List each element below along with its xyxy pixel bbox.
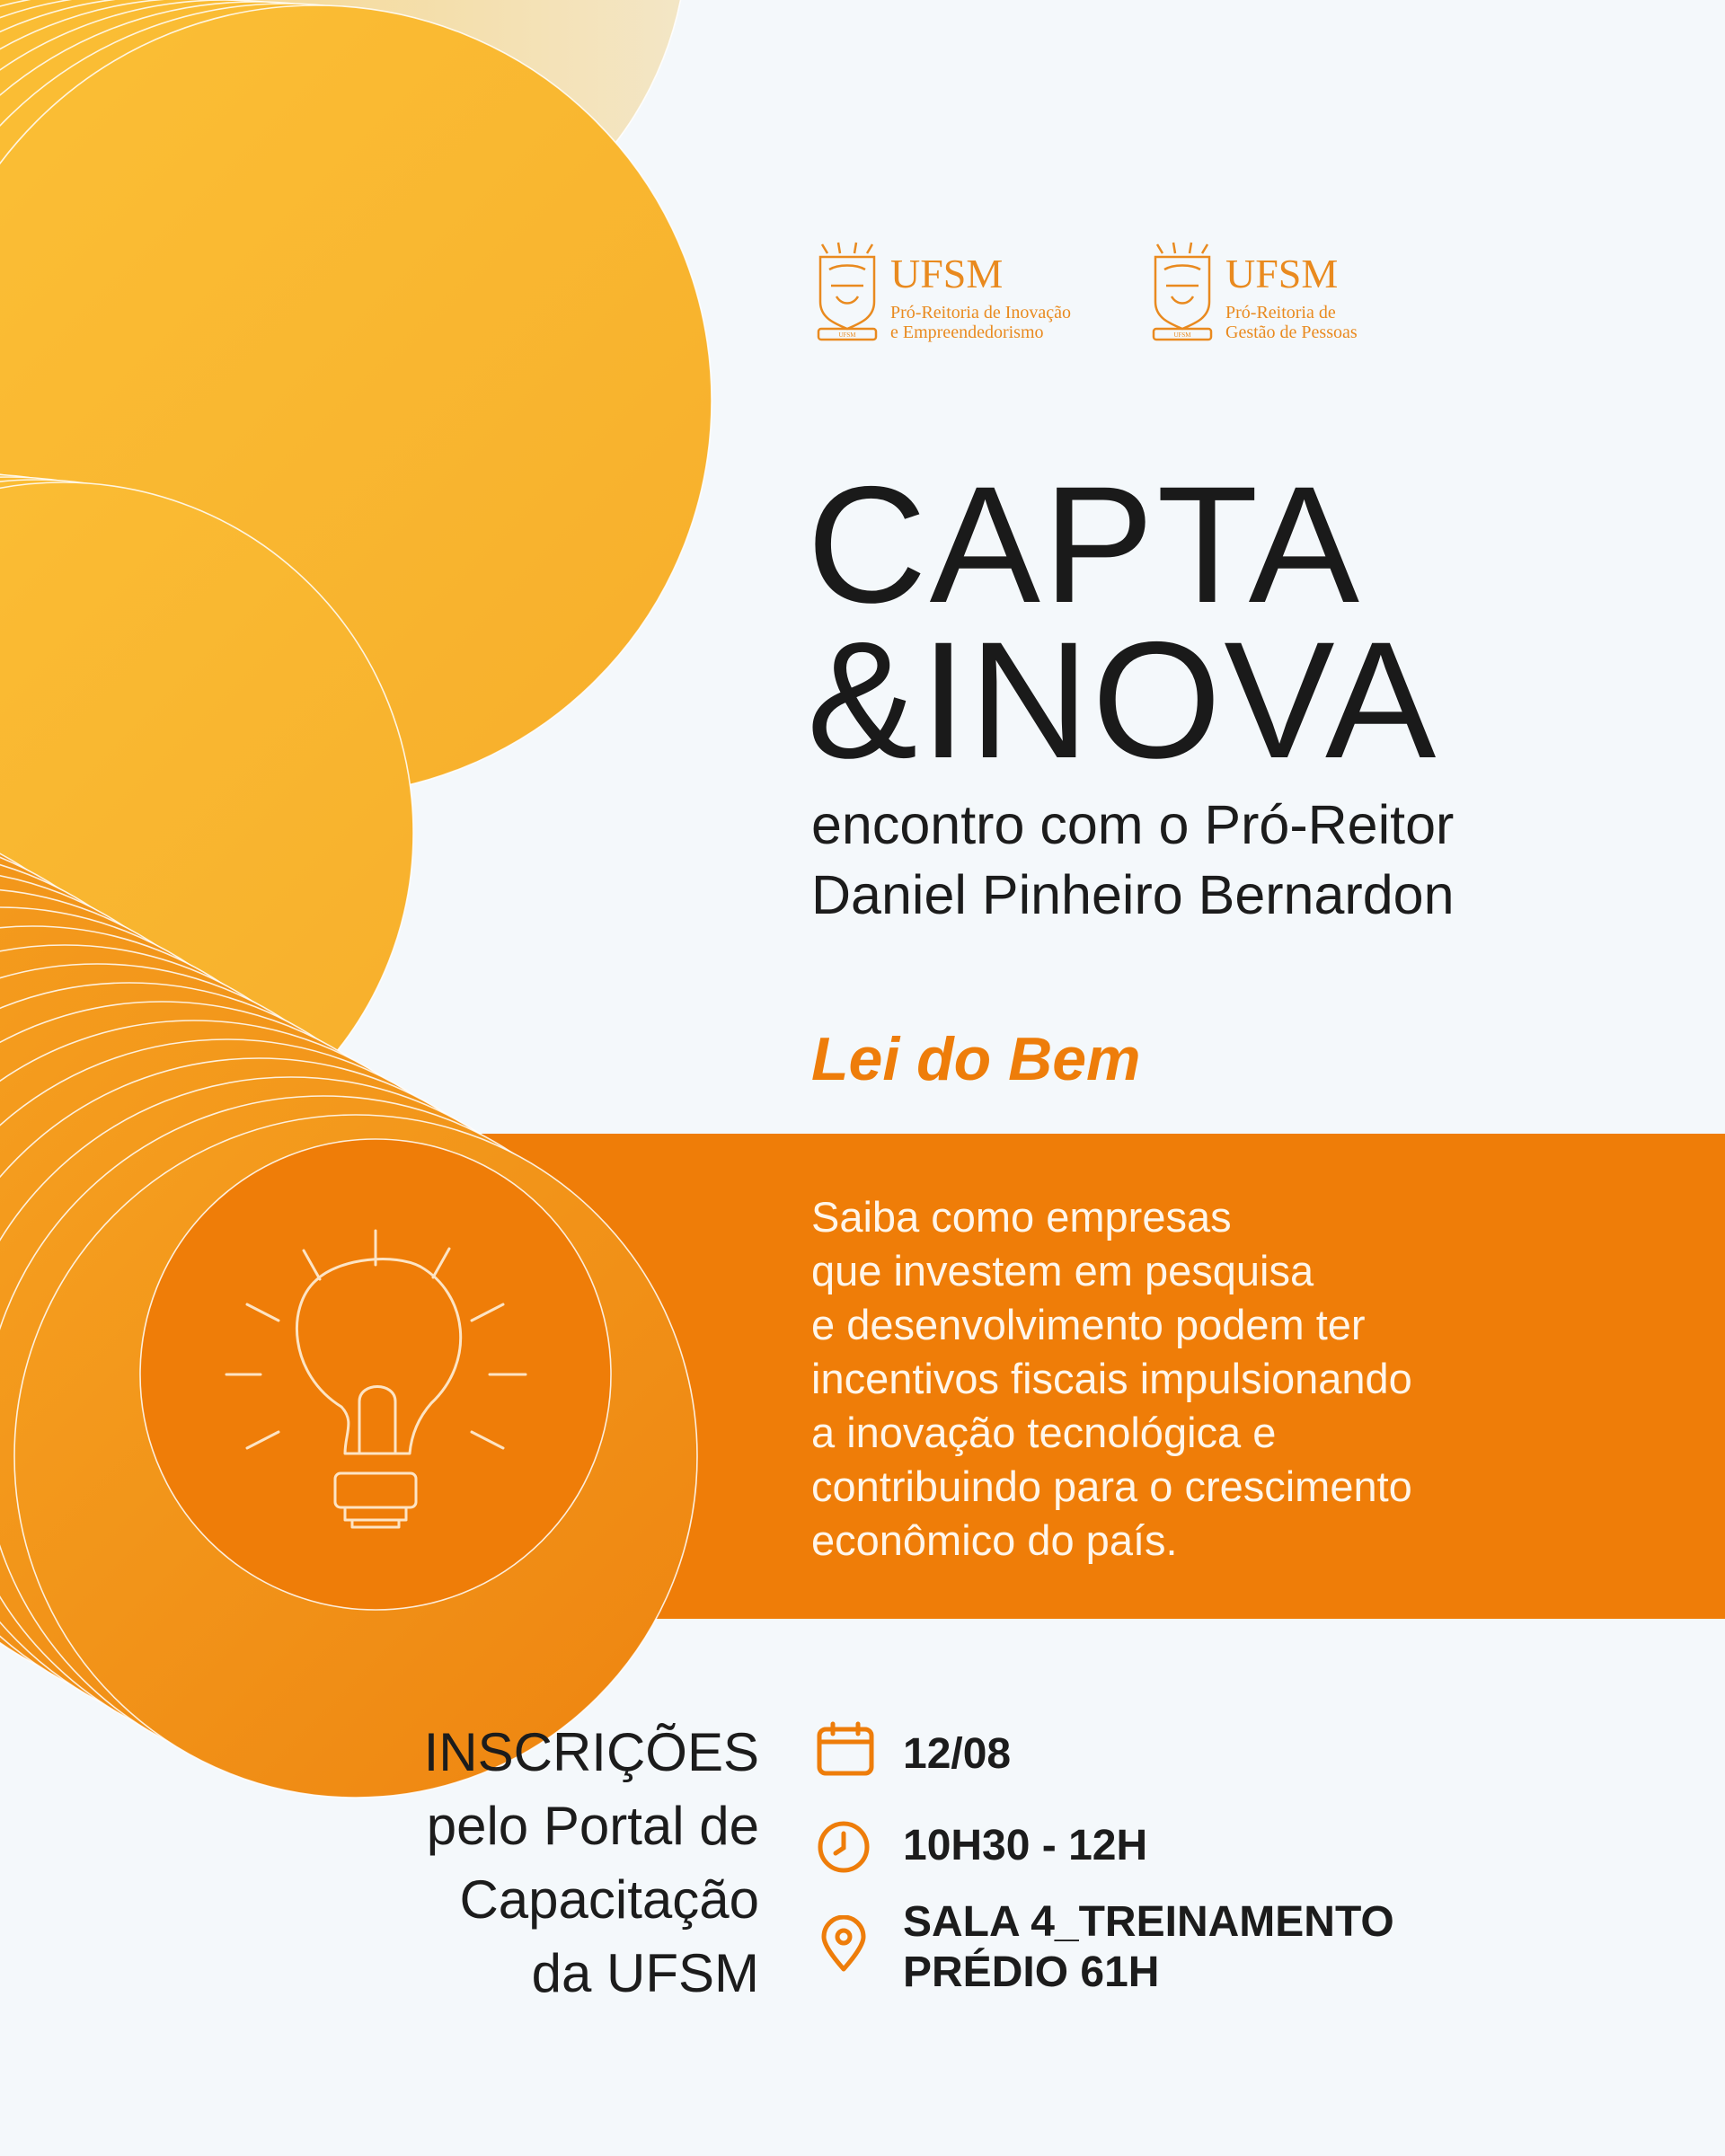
subtitle-line1: encontro com o Pró-Reitor — [811, 794, 1455, 855]
logo-name: UFSM — [890, 251, 1004, 296]
svg-text:UFSM: UFSM — [1173, 331, 1191, 339]
logo-name: UFSM — [1225, 251, 1339, 296]
registration-info: INSCRIÇÕES pelo Portal de Capacitação da UFSM — [423, 1722, 759, 2003]
event-description: Saiba como empresas que investem em pesquisa e desenvolvimento podem ter incentivos fiscais impulsionando a inovação tecnológica e contribuindo para o crescimento econômico do país. — [811, 1193, 1412, 1564]
event-theme: Lei do Bem — [811, 1025, 1141, 1093]
ufsm-seal-icon — [1150, 241, 1215, 343]
lightbulb-disc — [140, 1139, 611, 1610]
event-location: SALA 4_TREINAMENTO PRÉDIO 61H — [903, 1898, 1394, 1996]
ufsm-seal-icon — [815, 241, 880, 343]
map-pin-icon — [820, 1915, 867, 1973]
event-title-line1: CAPTA — [807, 453, 1363, 638]
logo-department: Pró-Reitoria de Gestão de Pessoas — [1225, 303, 1358, 342]
event-title-line2: &INOVA — [807, 608, 1439, 793]
svg-text:UFSM: UFSM — [838, 331, 856, 339]
calendar-icon — [816, 1721, 875, 1777]
event-time: 10H30 - 12H — [903, 1822, 1148, 1869]
clock-icon — [816, 1819, 871, 1875]
event-date: 12/08 — [903, 1730, 1012, 1778]
subtitle-line2: Daniel Pinheiro Bernardon — [811, 864, 1455, 925]
logo-department: Pró-Reitoria de Inovação e Empreendedorismo — [890, 303, 1072, 342]
